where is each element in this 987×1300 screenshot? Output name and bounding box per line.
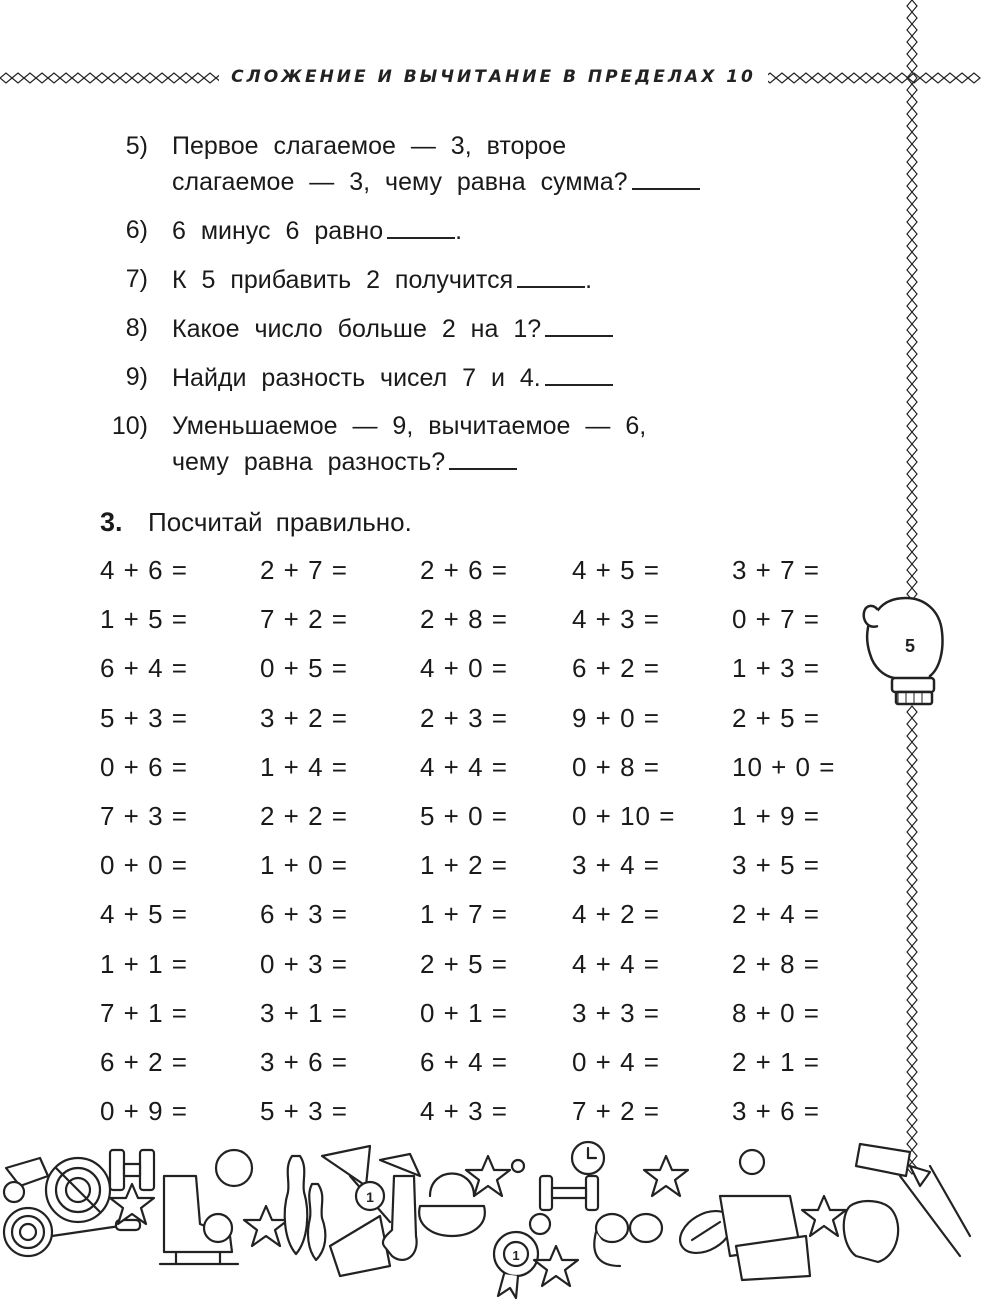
exercise-expression[interactable]: 2 + 5 = — [732, 703, 820, 733]
question-number: 8) — [125, 314, 148, 342]
darts-icon — [900, 1166, 970, 1256]
exercise-expression[interactable]: 6 + 2 = — [100, 1047, 188, 1077]
exercise-expression[interactable]: 2 + 4 = — [732, 899, 820, 929]
question-text-line2: чему равна разность? — [172, 446, 517, 477]
target-icon — [46, 1158, 110, 1222]
exercise-expression[interactable]: 3 + 3 = — [572, 998, 660, 1028]
exercise-expression[interactable]: 4 + 4 = — [420, 752, 508, 782]
exercise-expression[interactable]: 2 + 8 = — [420, 604, 508, 634]
svg-text:1: 1 — [366, 1189, 374, 1205]
exercise-expression[interactable]: 4 + 5 = — [100, 899, 188, 929]
exercise-expression[interactable]: 2 + 6 = — [420, 555, 508, 585]
answer-blank[interactable] — [632, 166, 700, 190]
exercise-expression[interactable]: 3 + 7 = — [732, 555, 820, 585]
exercise-expression[interactable]: 1 + 1 = — [100, 949, 188, 979]
exercise-expression[interactable]: 2 + 1 = — [732, 1047, 820, 1077]
award-rosette-icon — [494, 1232, 538, 1298]
exercise-expression[interactable]: 1 + 2 = — [420, 850, 508, 880]
exercise-expression[interactable]: 1 + 0 = — [260, 850, 348, 880]
exercise-expression[interactable]: 8 + 0 = — [732, 998, 820, 1028]
question-number: 7) — [125, 265, 148, 293]
exercise-expression[interactable]: 6 + 2 = — [572, 653, 660, 683]
question-text: Найди разность чисел 7 и 4. — [172, 362, 613, 393]
exercise-expression[interactable]: 3 + 5 = — [732, 850, 820, 880]
sports-doodle-strip — [0, 1136, 987, 1300]
question-text: Уменьшаемое — 9, вычитаемое — 6, — [172, 412, 647, 440]
flag-icon — [856, 1144, 910, 1176]
exercise-expression[interactable]: 0 + 9 = — [100, 1096, 188, 1126]
tennis-ball-icon — [216, 1150, 252, 1186]
dumbbell-icon — [540, 1176, 598, 1210]
exercise-expression[interactable]: 2 + 2 = — [260, 801, 348, 831]
exercise-expression[interactable]: 4 + 3 = — [420, 1096, 508, 1126]
exercise-expression[interactable]: 2 + 3 = — [420, 703, 508, 733]
chapter-header — [0, 62, 987, 92]
exercise-expression[interactable]: 1 + 7 = — [420, 899, 508, 929]
exercise-expression[interactable]: 3 + 1 = — [260, 998, 348, 1028]
answer-blank[interactable] — [449, 446, 517, 470]
exercise-expression[interactable]: 5 + 3 = — [260, 1096, 348, 1126]
exercise-title: Посчитай правильно. — [148, 507, 412, 537]
exercise-expression[interactable]: 0 + 6 = — [100, 752, 188, 782]
exercise-expression[interactable]: 6 + 4 = — [420, 1047, 508, 1077]
star-icon — [244, 1206, 288, 1246]
shuttlecock-icon — [322, 1146, 390, 1276]
swim-goggles-icon — [594, 1214, 662, 1266]
exercise-expression[interactable]: 7 + 3 = — [100, 801, 188, 831]
star-icon — [534, 1246, 578, 1286]
exercise-expression[interactable]: 7 + 2 = — [260, 604, 348, 634]
exercise-expression[interactable]: 0 + 3 = — [260, 949, 348, 979]
exercise-expression[interactable]: 10 + 0 = — [732, 752, 836, 782]
exercise-expression[interactable]: 4 + 4 = — [572, 949, 660, 979]
exercise-expression[interactable]: 4 + 5 = — [572, 555, 660, 585]
exercise-expression[interactable]: 0 + 0 = — [100, 850, 188, 880]
answer-blank[interactable] — [545, 313, 613, 337]
question-number: 6) — [125, 216, 148, 244]
exercise-expression[interactable]: 0 + 5 = — [260, 653, 348, 683]
exercise-expression[interactable]: 5 + 0 = — [420, 801, 508, 831]
exercise-expression[interactable]: 0 + 8 = — [572, 752, 660, 782]
exercise-expression[interactable]: 3 + 6 = — [732, 1096, 820, 1126]
exercise-expression[interactable]: 2 + 8 = — [732, 949, 820, 979]
kettlebell-icon — [419, 1174, 485, 1237]
exercise-expression[interactable]: 4 + 3 = — [572, 604, 660, 634]
exercise-expression[interactable]: 4 + 0 = — [420, 653, 508, 683]
exercise-expression[interactable]: 0 + 1 = — [420, 998, 508, 1028]
exercise-expression[interactable]: 1 + 9 = — [732, 801, 820, 831]
answer-blank[interactable] — [517, 264, 585, 288]
question-text: Первое слагаемое — 3, второе — [172, 132, 567, 160]
ball-icon — [204, 1214, 232, 1242]
exercise-expression[interactable]: 3 + 2 = — [260, 703, 348, 733]
swim-fins-icon — [720, 1196, 810, 1280]
star-icon — [802, 1196, 846, 1236]
exercise-expression[interactable]: 2 + 5 = — [420, 949, 508, 979]
exercise-expression[interactable]: 7 + 2 = — [572, 1096, 660, 1126]
exercise-expression[interactable]: 2 + 7 = — [260, 555, 348, 585]
question-text: К 5 прибавить 2 получится . — [172, 266, 593, 294]
ball-icon — [530, 1214, 550, 1234]
question-number: 10) — [111, 412, 148, 440]
swirl-icon — [740, 1150, 764, 1174]
exercise-expression[interactable]: 9 + 0 = — [572, 703, 660, 733]
swirl-icon — [512, 1160, 524, 1172]
question-text: Какое число больше 2 на 1? — [172, 313, 613, 344]
exercise-expression[interactable]: 4 + 2 = — [572, 899, 660, 929]
answer-blank[interactable] — [545, 362, 613, 386]
exercise-expression[interactable]: 1 + 5 = — [100, 604, 188, 634]
exercise-expression[interactable]: 3 + 4 = — [572, 850, 660, 880]
star-icon — [644, 1156, 688, 1196]
chapter-title: СЛОЖЕНИЕ И ВЫЧИТАНИЕ В ПРЕДЕЛАХ 10 — [219, 62, 768, 92]
exercise-number: 3. — [100, 507, 123, 537]
exercise-expression[interactable]: 3 + 6 = — [260, 1047, 348, 1077]
exercise-expression[interactable]: 6 + 3 = — [260, 899, 348, 929]
page-number: 5 — [904, 636, 916, 656]
exercise-expression[interactable]: 5 + 3 = — [100, 703, 188, 733]
boxing-glove-icon — [844, 1201, 898, 1262]
stopwatch-icon — [572, 1142, 604, 1174]
question-text-line2: слагаемое — 3, чему равна сумма? — [172, 166, 700, 197]
exercise-expression[interactable]: 0 + 4 = — [572, 1047, 660, 1077]
question-number: 5) — [125, 132, 148, 160]
exercise-expression[interactable]: 0 + 10 = — [572, 801, 676, 831]
exercise-expression[interactable]: 1 + 3 = — [732, 653, 820, 683]
svg-text:1: 1 — [512, 1248, 520, 1263]
answer-blank[interactable] — [387, 215, 455, 239]
exercise-expression[interactable]: 6 + 4 = — [100, 653, 188, 683]
boxing-glove-icon — [858, 592, 948, 710]
bowling-pins-icon — [285, 1156, 326, 1260]
sock-icon — [383, 1176, 417, 1260]
exercise-expression[interactable]: 0 + 7 = — [732, 604, 820, 634]
exercise-expression[interactable]: 7 + 1 = — [100, 998, 188, 1028]
question-number: 9) — [125, 363, 148, 391]
question-text: 6 минус 6 равно . — [172, 217, 463, 245]
whistle-icon — [4, 1158, 48, 1202]
exercise-expression[interactable]: 4 + 6 = — [100, 555, 188, 585]
exercise-expression[interactable]: 1 + 4 = — [260, 752, 348, 782]
